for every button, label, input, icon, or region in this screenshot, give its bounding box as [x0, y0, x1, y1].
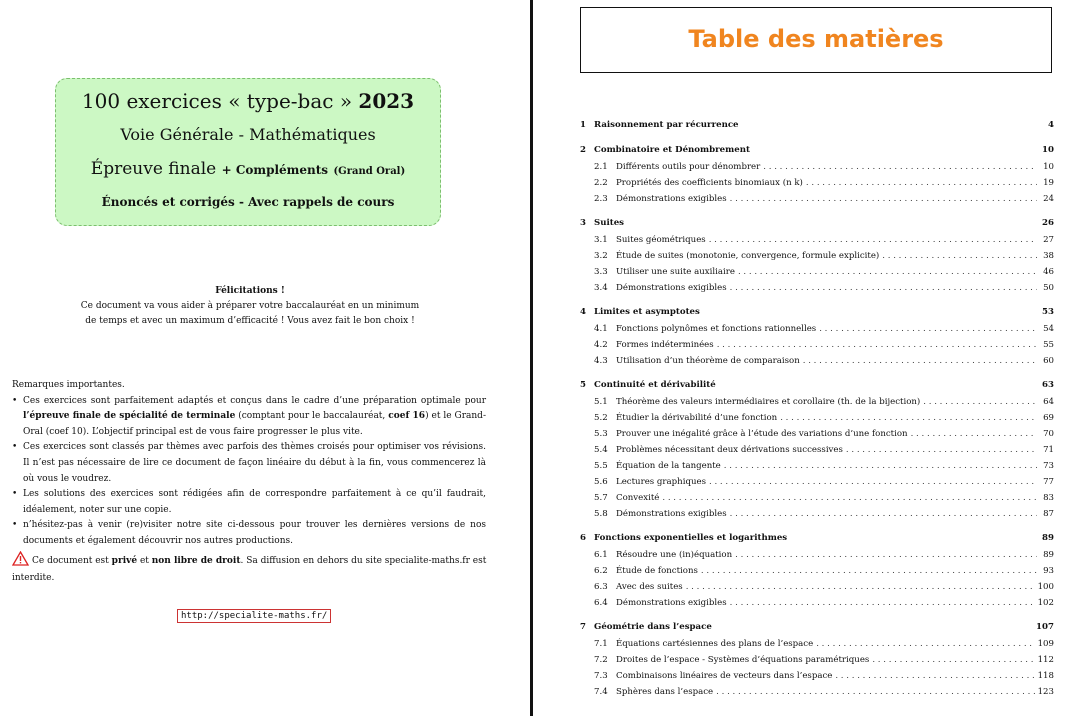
toc-leader-dots: [662, 490, 1037, 506]
toc-subsection-title: Convexité: [616, 493, 660, 503]
toc-subsection-page: 55: [1043, 340, 1054, 350]
toc-subsection-page: 93: [1043, 566, 1054, 576]
toc-subsection-page: 24: [1043, 194, 1054, 204]
toc-leader-dots: [686, 579, 1035, 595]
toc-subsection-title: Droites de l’espace - Systèmes d’équations paramétriques: [616, 655, 870, 665]
toc-subsection-number: 5.8: [594, 509, 608, 519]
title-year: 2023: [358, 89, 415, 113]
toc-section-title: Suites: [594, 218, 624, 228]
remark-item: • Ces exercices sont classés par thèmes avec parfois des thèmes croisés pour optimiser vos révisions. Il n’est pas nécessaire de lire ce document de façon linéaire du début à la fin, vous commencerez là où vous le voudrez.: [23, 440, 486, 487]
toc-subsection-number: 2.3: [594, 194, 608, 204]
toc-leader-dots: [923, 394, 1037, 410]
toc-subsection-number: 4.2: [594, 340, 608, 350]
toc-title-box: [580, 7, 1052, 73]
toc-leader-dots: [730, 506, 1037, 522]
remark-bold: coef 16: [388, 411, 426, 422]
toc-leader-dots: [806, 175, 1037, 191]
toc-section-entry[interactable]: [580, 305, 1054, 319]
toc-leader-dots: [911, 426, 1037, 442]
toc-subsection-number: 6.3: [594, 582, 608, 592]
toc-subsection-number: 5.2: [594, 413, 608, 423]
warning-text: Ce document est: [32, 556, 112, 566]
toc-subsection-page: 50: [1043, 283, 1054, 293]
toc-subsection-page: 71: [1043, 445, 1054, 455]
toc-subsection-title: Formes indéterminées: [616, 340, 714, 350]
toc-leader-dots: [803, 353, 1037, 369]
toc-subsection-entry[interactable]: [580, 563, 1054, 579]
toc-subsection-title: Problèmes nécessitant deux dérivations successives: [616, 445, 843, 455]
remark-text: Ces exercices sont parfaitement adaptés et conçus dans le cadre d’une préparation optimale pour: [23, 395, 486, 406]
toc-subsection-number: 5.5: [594, 461, 608, 471]
toc-subsection-entry[interactable]: [580, 280, 1054, 296]
grand-oral-label: (Grand Oral): [333, 166, 406, 177]
toc-section-number: 7: [580, 622, 586, 632]
toc-subsection-entry[interactable]: [580, 175, 1054, 191]
toc-subsection-title: Étude de fonctions: [616, 566, 698, 576]
toc-subsection-title: Différents outils pour dénombrer: [616, 162, 761, 172]
toc-subsection-entry[interactable]: [580, 668, 1054, 684]
toc-subsection-page: 100: [1037, 582, 1054, 592]
toc-subsection-page: 54: [1043, 324, 1054, 334]
toc-subsection-title: Sphères dans l’espace: [616, 687, 714, 697]
toc-leader-dots: [709, 474, 1037, 490]
remarks-list: [12, 394, 486, 550]
toc-subsection-title: Combinaisons linéaires de vecteurs dans l’espace: [616, 671, 833, 681]
toc-subsection-number: 3.3: [594, 267, 608, 277]
toc-title: Table des matières: [688, 25, 944, 53]
toc-leader-dots: [882, 248, 1037, 264]
toc-subsection-page: 73: [1043, 461, 1054, 471]
toc-subsection-entry[interactable]: [580, 248, 1054, 264]
toc-section-entry[interactable]: [580, 216, 1054, 230]
toc-subsection-page: 19: [1043, 178, 1054, 188]
toc-subsection-entry[interactable]: [580, 353, 1054, 369]
toc-section-group: [580, 216, 1054, 296]
toc-subsection-title: Utilisation d’un théorème de comparaison: [616, 356, 800, 366]
table-of-contents: [580, 118, 1054, 709]
congratulations-heading: Félicitations !: [215, 286, 285, 296]
toc-subsection-number: 5.6: [594, 477, 608, 487]
toc-subsection-title: Démonstrations exigibles: [616, 509, 727, 519]
warning-triangle-icon: [12, 551, 29, 571]
toc-section-group: [580, 305, 1054, 369]
document-tagline: Énoncés et corrigés - Avec rappels de cours: [101, 195, 395, 209]
toc-subsection-title: Étudier la dérivabilité d’une fonction: [616, 413, 778, 423]
toc-section-entry[interactable]: [580, 143, 1054, 157]
toc-section-number: 2: [580, 145, 586, 155]
toc-subsection-page: 69: [1043, 413, 1054, 423]
toc-leader-dots: [780, 410, 1037, 426]
toc-section-entry[interactable]: [580, 531, 1054, 545]
toc-section-page: 4: [1048, 120, 1054, 130]
toc-section-page: 26: [1042, 218, 1054, 228]
toc-section-number: 3: [580, 218, 586, 228]
complements-label: + Compléments: [221, 163, 329, 177]
toc-section-group: [580, 531, 1054, 611]
right-page: [533, 0, 1084, 716]
toc-subsection-page: 123: [1037, 687, 1054, 697]
toc-subsection-title: Suites géométriques: [616, 235, 706, 245]
toc-subsection-entry[interactable]: [580, 490, 1054, 506]
toc-subsection-number: 3.1: [594, 235, 608, 245]
toc-subsection-number: 2.1: [594, 162, 608, 172]
toc-subsection-number: 6.2: [594, 566, 608, 576]
toc-subsection-page: 64: [1043, 397, 1054, 407]
toc-subsection-entry[interactable]: [580, 474, 1054, 490]
toc-section-group: [580, 143, 1054, 207]
toc-leader-dots: [709, 232, 1037, 248]
toc-section-number: 4: [580, 307, 586, 317]
toc-subsection-number: 5.3: [594, 429, 608, 439]
toc-leader-dots: [724, 458, 1037, 474]
congratulations-line: de temps et avec un maximum d’efficacité ! Vous avez fait le bon choix !: [85, 316, 415, 326]
toc-section-entry[interactable]: [580, 620, 1054, 634]
toc-section-entry[interactable]: [580, 378, 1054, 392]
toc-section-number: 1: [580, 120, 586, 130]
toc-subsection-number: 6.4: [594, 598, 608, 608]
toc-subsection-entry[interactable]: [580, 506, 1054, 522]
toc-subsection-number: 7.1: [594, 639, 608, 649]
toc-subsection-number: 7.3: [594, 671, 608, 681]
toc-subsection-number: 2.2: [594, 178, 608, 188]
warning-text: et: [137, 556, 152, 566]
remark-text: (comptant pour le baccalauréat,: [235, 411, 389, 422]
toc-leader-dots: [763, 159, 1037, 175]
toc-subsection-title: Théorème des valeurs intermédiaires et corollaire (th. de la bijection): [616, 397, 921, 407]
toc-section-title: Raisonnement par récurrence: [594, 120, 739, 130]
toc-section-page: 63: [1042, 380, 1054, 390]
toc-section-number: 5: [580, 380, 586, 390]
copyright-warning: [12, 551, 492, 585]
toc-subsection-page: 83: [1043, 493, 1054, 503]
toc-leader-dots: [717, 337, 1037, 353]
toc-subsection-title: Prouver une inégalité grâce à l’étude des variations d’une fonction: [616, 429, 908, 439]
toc-section-page: 53: [1042, 307, 1054, 317]
toc-leader-dots: [872, 652, 1034, 668]
toc-leader-dots: [819, 321, 1037, 337]
toc-section-title: Limites et asymptotes: [594, 307, 700, 317]
toc-leader-dots: [730, 191, 1037, 207]
toc-subsection-title: Équations cartésiennes des plans de l’espace: [616, 639, 814, 649]
document-exam-line: [56, 159, 440, 179]
toc-subsection-title: Fonctions polynômes et fonctions rationnelles: [616, 324, 817, 334]
toc-subsection-number: 5.7: [594, 493, 608, 503]
toc-subsection-number: 6.1: [594, 550, 608, 560]
toc-subsection-page: 70: [1043, 429, 1054, 439]
toc-subsection-title: Lectures graphiques: [616, 477, 706, 487]
remark-item: [23, 394, 486, 441]
warning-text: . Sa diffusion en dehors du site specialite-maths.fr est interdite.: [12, 556, 487, 583]
title-box: [55, 78, 441, 226]
toc-subsection-number: 3.4: [594, 283, 608, 293]
toc-subsection-title: Démonstrations exigibles: [616, 194, 727, 204]
toc-section-page: 107: [1036, 622, 1054, 632]
toc-subsection-number: 7.4: [594, 687, 608, 697]
toc-subsection-page: 118: [1037, 671, 1054, 681]
toc-subsection-entry[interactable]: [580, 426, 1054, 442]
toc-subsection-number: 4.1: [594, 324, 608, 334]
toc-subsection-entry[interactable]: [580, 337, 1054, 353]
remark-text: ) et le Grand-Oral (coef 10). L’objectif principal est de vous faire progresser le plus vite.: [23, 411, 486, 437]
toc-leader-dots: [816, 636, 1034, 652]
remark-item: • n’hésitez-pas à venir (re)visiter notre site ci-dessous pour trouver les dernières versions de nos documents et également découvrir nos autres productions.: [23, 518, 486, 549]
toc-subsection-entry[interactable]: [580, 652, 1054, 668]
toc-leader-dots: [835, 668, 1034, 684]
exam-name: Épreuve finale: [90, 159, 217, 179]
toc-leader-dots: [846, 442, 1037, 458]
toc-section-page: 89: [1042, 533, 1054, 543]
toc-subsection-title: Démonstrations exigibles: [616, 283, 727, 293]
toc-subsection-page: 10: [1043, 162, 1054, 172]
toc-subsection-page: 27: [1043, 235, 1054, 245]
toc-section-title: Géométrie dans l’espace: [594, 622, 712, 632]
toc-leader-dots: [738, 264, 1037, 280]
left-page: [0, 0, 530, 716]
toc-leader-dots: [701, 563, 1037, 579]
toc-subsection-title: Équation de la tangente: [616, 461, 721, 471]
toc-subsection-page: 46: [1043, 267, 1054, 277]
toc-subsection-entry[interactable]: [580, 264, 1054, 280]
toc-subsection-number: 5.4: [594, 445, 608, 455]
warning-bold: non libre de droit: [151, 556, 241, 566]
toc-section-number: 6: [580, 533, 586, 543]
toc-subsection-page: 89: [1043, 550, 1054, 560]
toc-subsection-entry[interactable]: [580, 458, 1054, 474]
toc-section-title: Combinatoire et Dénombrement: [594, 145, 750, 155]
toc-subsection-entry[interactable]: [580, 636, 1054, 652]
toc-subsection-entry[interactable]: [580, 547, 1054, 563]
toc-subsection-entry[interactable]: [580, 191, 1054, 207]
toc-subsection-entry[interactable]: [580, 579, 1054, 595]
toc-subsection-entry[interactable]: [580, 595, 1054, 611]
website-link[interactable]: http://specialite-maths.fr/: [177, 609, 331, 623]
congratulations-block: [40, 284, 460, 329]
toc-subsection-page: 87: [1043, 509, 1054, 519]
toc-subsection-page: 77: [1043, 477, 1054, 487]
toc-subsection-entry[interactable]: [580, 232, 1054, 248]
toc-subsection-title: Avec des suites: [616, 582, 683, 592]
toc-subsection-number: 5.1: [594, 397, 608, 407]
remarks-block: [12, 378, 486, 550]
toc-subsection-page: 109: [1037, 639, 1054, 649]
toc-subsection-title: Démonstrations exigibles: [616, 598, 727, 608]
toc-section-group: [580, 378, 1054, 522]
toc-subsection-title: Résoudre une (in)équation: [616, 550, 733, 560]
toc-section-title: Fonctions exponentielles et logarithmes: [594, 533, 788, 543]
congratulations-line: Ce document va vous aider à préparer votre baccalauréat en un minimum: [80, 301, 420, 311]
toc-section-title: Continuité et dérivabilité: [594, 380, 716, 390]
toc-section-entry[interactable]: [580, 118, 1054, 132]
toc-subsection-number: 3.2: [594, 251, 608, 261]
toc-subsection-number: 7.2: [594, 655, 608, 665]
toc-subsection-page: 60: [1043, 356, 1054, 366]
toc-leader-dots: [735, 547, 1037, 563]
toc-section-page: 10: [1042, 145, 1054, 155]
toc-section-group: [580, 620, 1054, 700]
toc-leader-dots: [730, 595, 1035, 611]
toc-subsection-title: Étude de suites (monotonie, convergence, formule explicite): [616, 251, 880, 261]
toc-subsection-entry[interactable]: [580, 159, 1054, 175]
remark-item: • Les solutions des exercices sont rédigées afin de correspondre parfaitement à ce qu’il faudrait, idéalement, noter sur une copie.: [23, 487, 486, 518]
remark-bold: l’épreuve finale de spécialité de terminale: [23, 411, 236, 422]
title-main: 100 exercices « type-bac »: [81, 89, 353, 113]
toc-subsection-entry[interactable]: [580, 394, 1054, 410]
toc-subsection-entry[interactable]: [580, 321, 1054, 337]
toc-subsection-title: Propriétés des coefficients binomiaux (n k): [616, 178, 803, 188]
toc-subsection-entry[interactable]: [580, 410, 1054, 426]
toc-subsection-entry[interactable]: [580, 442, 1054, 458]
warning-bold: privé: [111, 556, 138, 566]
toc-subsection-page: 112: [1037, 655, 1054, 665]
toc-subsection-title: Utiliser une suite auxiliaire: [616, 267, 735, 277]
document-title: [56, 89, 440, 113]
toc-subsection-page: 38: [1043, 251, 1054, 261]
toc-subsection-number: 4.3: [594, 356, 608, 366]
document-subtitle: Voie Générale - Mathématiques: [120, 125, 376, 144]
toc-subsection-page: 102: [1037, 598, 1054, 608]
toc-section-group: [580, 118, 1054, 132]
toc-leader-dots: [716, 684, 1034, 700]
toc-subsection-entry[interactable]: [580, 684, 1054, 700]
remarks-heading: Remarques importantes.: [12, 380, 125, 390]
toc-leader-dots: [730, 280, 1037, 296]
